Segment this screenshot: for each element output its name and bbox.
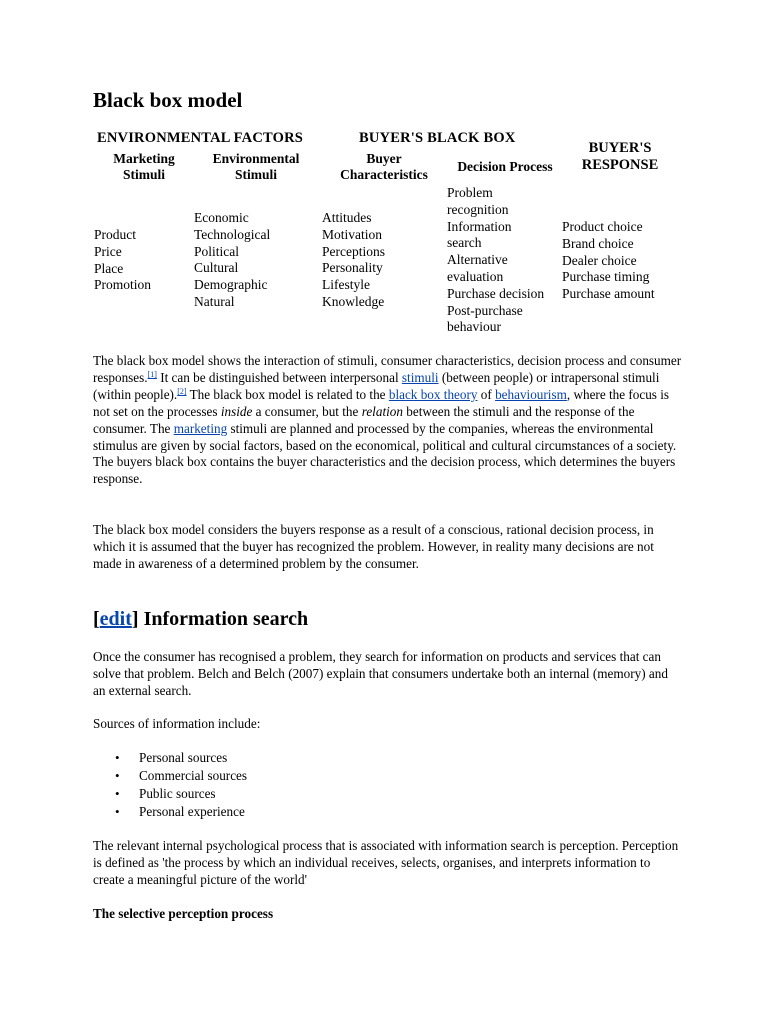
- list-item: evaluation: [447, 268, 504, 284]
- sources-intro: Sources of information include:: [93, 716, 261, 731]
- list-item: Technological: [194, 226, 271, 242]
- list-item: • Commercial sources: [93, 767, 247, 785]
- subheading-selective-perception: The selective perception process: [93, 906, 274, 921]
- environmental-stimuli-list: [194, 210, 270, 311]
- text-run: (between people) or intrapersonal stimuli (within people).: [93, 369, 660, 402]
- list-item: Post-purchase: [447, 302, 523, 318]
- list-item: behaviour: [447, 319, 501, 335]
- list-item: Price: [94, 243, 122, 259]
- list-item: Demographic: [194, 277, 268, 293]
- list-item: • Personal experience: [93, 803, 247, 821]
- list-item: Product choice: [562, 219, 643, 234]
- section-heading-information-search: [93, 605, 308, 633]
- list-item: Knowledge: [322, 293, 385, 309]
- list-item: search: [447, 235, 482, 251]
- list-item: Problem: [447, 185, 493, 200]
- paragraph-perception: The relevant internal psychological process that is associated with information search is perception. Perception is defined as 'the process by which an individual receives, selects, organises, and interprets information to create a meaningful picture of the world': [93, 838, 679, 887]
- group-header-black-box: BUYER'S BLACK BOX: [359, 130, 516, 146]
- header-marketing-stimuli: Marketing Stimuli: [113, 151, 175, 182]
- text-run: It can be distinguished between interpersonal: [156, 369, 402, 385]
- list-item: recognition: [447, 201, 509, 217]
- list-item: Brand choice: [562, 235, 634, 251]
- list-item: Political: [194, 243, 239, 259]
- list-item: Alternative: [447, 252, 508, 268]
- section-title: Information search: [138, 608, 309, 630]
- list-item: Attitudes: [322, 210, 372, 225]
- list-item: • Personal sources: [93, 749, 247, 767]
- list-item: Lifestyle: [322, 277, 370, 293]
- header-buyers-response: BUYER'S RESPONSE: [581, 140, 659, 173]
- sources-list: [93, 749, 247, 821]
- bracket-close: ]: [131, 608, 139, 630]
- text-run: , where the focus is not set on the processes: [93, 386, 670, 419]
- link-stimuli[interactable]: stimuli: [401, 369, 439, 385]
- paragraph-buyers-response: The black box model considers the buyers response as a result of a conscious, rational decision process, in which it is assumed that the buyer has recognized the problem. However, in reality many decisions are not made in awareness of a determined problem by the consumer.: [93, 522, 654, 571]
- list-item: Natural: [194, 293, 235, 309]
- text-run: The black box model is related to the: [186, 386, 389, 402]
- list-item: Place: [94, 260, 124, 276]
- buyers-response-list: [562, 219, 655, 303]
- list-item: Promotion: [94, 277, 152, 293]
- marketing-stimuli-list: [94, 227, 151, 294]
- text-run: The black box model shows the interaction of stimuli, consumer characteristics, decision process and consumer responses.: [93, 353, 682, 385]
- text-run: a consumer, but the: [252, 403, 362, 419]
- emphasis-inside: inside: [220, 403, 253, 419]
- header-environmental-stimuli: Environmental Stimuli: [212, 151, 300, 182]
- link-black-box-theory[interactable]: black box theory: [388, 386, 478, 402]
- link-marketing[interactable]: marketing: [173, 420, 228, 436]
- text-run: stimuli are planned and processed by the companies, whereas the environmental stimulus are given by social factors, based on the economical, political and cultural circumstances of a society. The buyers black box contains the buyer characteristics and the decision process, which determines the buyers response.: [93, 420, 677, 487]
- paragraph-black-box-description: [93, 353, 683, 488]
- list-item: • Public sources: [93, 785, 247, 803]
- edit-link[interactable]: edit: [99, 608, 132, 630]
- text-run: of: [477, 386, 496, 402]
- list-item: Purchase amount: [562, 286, 655, 302]
- reference-link-1[interactable]: [1]: [147, 369, 157, 379]
- list-item: Personality: [322, 260, 383, 276]
- decision-process-list: [447, 185, 544, 336]
- reference-link-2[interactable]: [2]: [177, 386, 187, 396]
- header-buyer-characteristics: Buyer Characteristics: [340, 151, 428, 182]
- paragraph-information-search: Once the consumer has recognised a problem, they search for information on products and services that can solve that problem. Belch and Belch (2007) explain that consumers undertake both an internal (memory) and an external search.: [93, 649, 668, 698]
- list-item: Cultural: [194, 260, 239, 276]
- group-header-environmental: ENVIRONMENTAL FACTORS: [97, 130, 304, 146]
- emphasis-relation: relation: [361, 403, 403, 419]
- list-item: Dealer choice: [562, 252, 637, 268]
- list-item: Purchase timing: [562, 269, 650, 285]
- list-item: Perceptions: [322, 243, 385, 259]
- list-item: Information: [447, 218, 512, 234]
- bracket-open: [: [93, 608, 100, 630]
- list-item: Motivation: [322, 226, 382, 242]
- text-run: between the stimuli and the response of the consumer. The: [93, 403, 635, 436]
- page-title: Black box model: [93, 88, 243, 112]
- header-decision-process: Decision Process: [457, 159, 553, 174]
- list-item: Purchase decision: [447, 285, 545, 301]
- list-item: Product: [94, 227, 136, 242]
- list-item: Economic: [194, 210, 249, 225]
- link-behaviourism[interactable]: behaviourism: [495, 386, 567, 402]
- buyer-characteristics-list: [322, 210, 385, 311]
